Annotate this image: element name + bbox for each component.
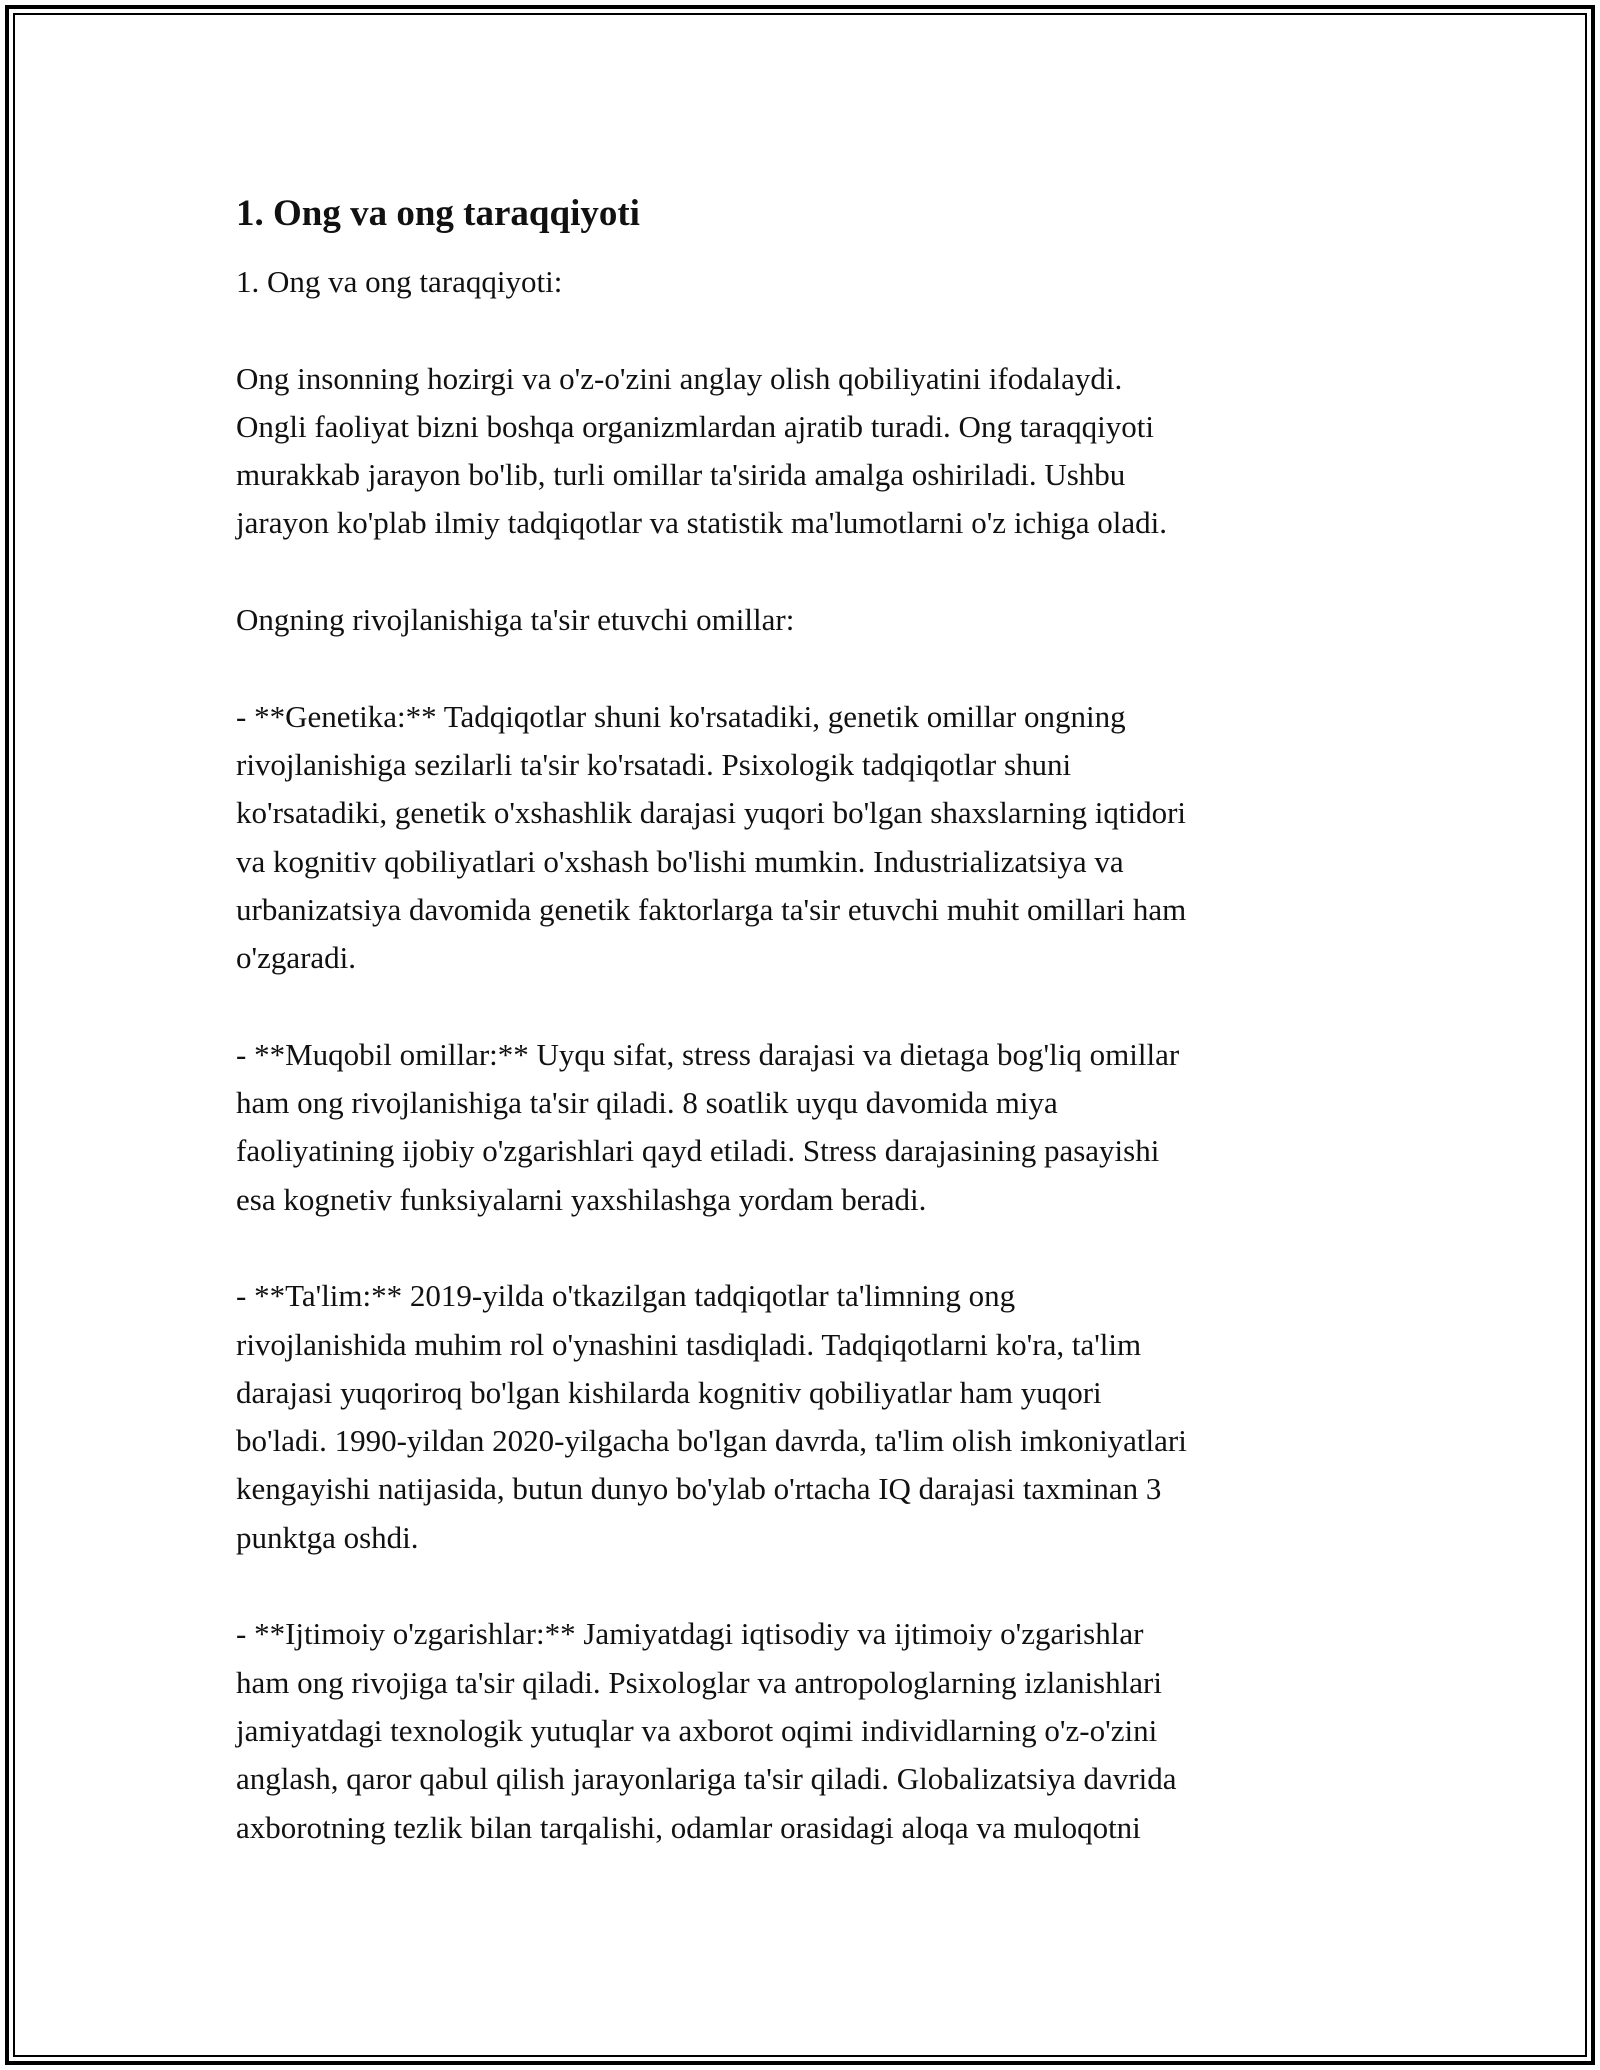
document-body — [236, 188, 1376, 1900]
education-paragraph: - **Ta'lim:** 2019-yilda o'tkazilgan tadqiqotlar ta'limning ong rivojlanishida muhim rol o'ynashini tasdiqladi. Tadqiqotlarni ko'ra, ta'lim darajasi yuqoriroq bo'lgan kishilarda kognitiv qobiliyatlar ham yuqori bo'ladi. 1990-yildan 2020-yilgacha bo'lgan davrda, ta'lim olish imkoniyatlari kengayishi natijasida, butun dunyo bo'ylab o'rtacha IQ darajasi taxminan 3 punktga oshdi. — [236, 1278, 1187, 1555]
section-heading: 1. Ong va ong taraqqiyoti: — [236, 264, 563, 299]
factors-heading: Ongning rivojlanishiga ta'sir etuvchi omillar: — [236, 602, 795, 638]
alternative-factors-paragraph: - **Muqobil omillar:** Uyqu sifat, stress darajasi va dietaga bog'liq omillar ham ong rivojlanishiga ta'sir qiladi. 8 soatlik uyqu davomida miya faoliyatining ijobiy o'zgarishlari qayd etiladi. Stress darajasining pasayishi esa kognetiv funksiyalarni yaxshilashga yordam beradi. — [236, 1036, 1180, 1217]
social-changes-paragraph: - **Ijtimoiy o'zgarishlar:** Jamiyatdagi iqtisodiy va ijtimoiy o'zgarishlar ham ong rivojiga ta'sir qiladi. Psixologlar va antropologlarning izlanishlari jamiyatdagi texnologik yutuqlar va axborot oqimi individlarning o'z-o'zini anglash, qaror qabul qilish jarayonlariga ta'sir qiladi. Globalizatsiya davrida axborotning tezlik bilan tarqalishi, odamlar orasidagi aloqa va muloqotni — [236, 1616, 1177, 1845]
genetics-paragraph: - **Genetika:** Tadqiqotlar shuni ko'rsatadiki, genetik omillar ongning rivojlanishiga sezilarli ta'sir ko'rsatadi. Psixologik tadqiqotlar shuni ko'rsatadiki, genetik o'xshashlik darajasi yuqori bo'lgan shaxslarning iqtidori va kognitiv qobiliyatlari o'xshash bo'lishi mumkin. Industrializatsiya va urbanizatsiya davomida genetik faktorlarga ta'sir etuvchi muhit omillari ham o'zgaradi. — [236, 698, 1187, 976]
document-title: 1. Ong va ong taraqqiyoti — [236, 193, 640, 234]
intro-paragraph: Ong insonning hozirgi va o'z-o'zini anglay olish qobiliyatini ifodalaydi. Ongli faoliyat bizni boshqa organizmlardan ajratib turadi. Ong taraqqiyoti murakkab jarayon bo'lib, turli omillar ta'sirida amalga oshiriladi. Ushbu jarayon ko'plab ilmiy tadqiqotlar va statistik ma'lumotlarni o'z ichiga oladi. — [236, 360, 1168, 541]
